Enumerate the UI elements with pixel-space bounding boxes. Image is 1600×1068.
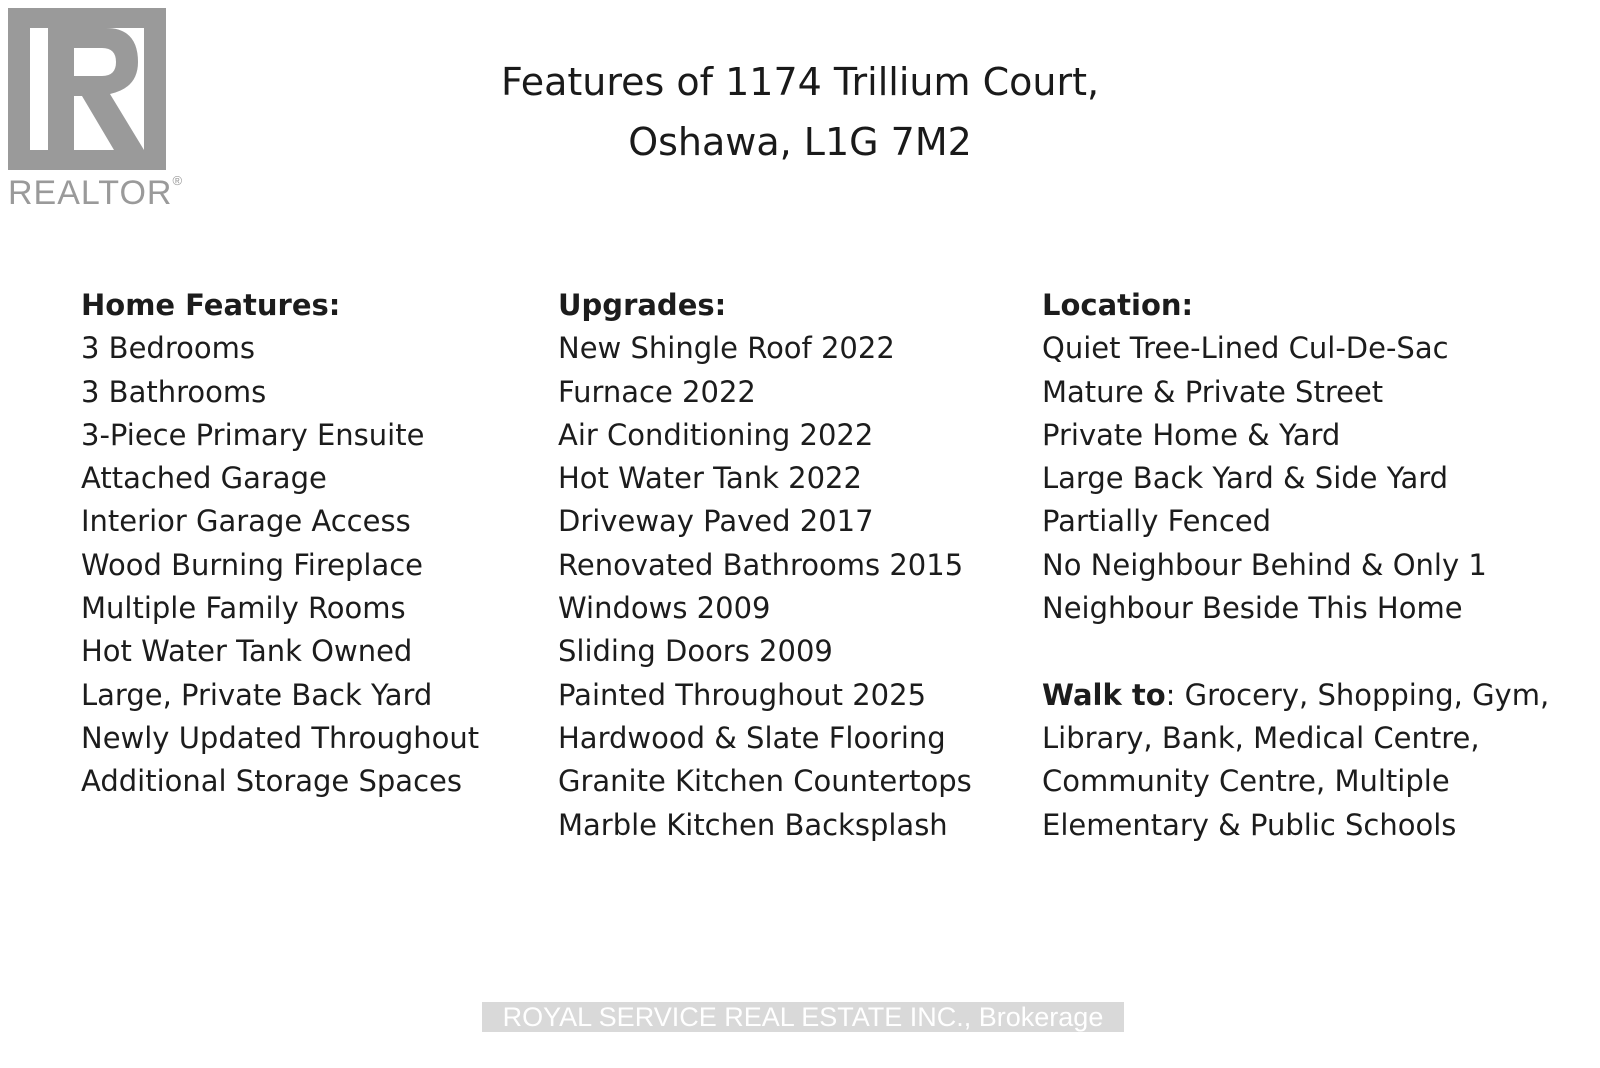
list-item: Large Back Yard & Side Yard	[1042, 461, 1449, 496]
list-item: Windows 2009	[558, 591, 771, 626]
list-item: Driveway Paved 2017	[558, 504, 874, 539]
home-features-column	[81, 284, 479, 804]
walk-to-line: : Grocery, Shopping, Gym,	[1165, 677, 1550, 712]
list-item: No Neighbour Behind & Only 1	[1042, 547, 1487, 582]
title-line-1: Features of 1174 Trillium Court,	[500, 60, 1100, 104]
walk-to-label: Walk to	[1042, 677, 1166, 712]
realtor-wordmark: REALTOR®	[8, 173, 184, 212]
list-item: Renovated Bathrooms 2015	[558, 547, 964, 582]
list-item: Hot Water Tank Owned	[81, 634, 413, 669]
list-item: Mature & Private Street	[1042, 374, 1384, 409]
list-item: Interior Garage Access	[81, 504, 411, 539]
upgrades-heading: Upgrades:	[558, 288, 727, 322]
walk-to-block	[1042, 674, 1549, 847]
walk-to-line: Community Centre, Multiple	[1042, 764, 1450, 799]
list-item: Hardwood & Slate Flooring	[558, 720, 946, 755]
list-item: New Shingle Roof 2022	[558, 331, 895, 366]
list-item: Attached Garage	[81, 461, 327, 496]
list-item: Additional Storage Spaces	[81, 764, 462, 799]
location-heading: Location:	[1042, 288, 1194, 322]
list-item: Granite Kitchen Countertops	[558, 764, 972, 799]
list-item: Wood Burning Fireplace	[81, 547, 423, 582]
page-title	[0, 52, 1600, 172]
walk-to-line: Library, Bank, Medical Centre,	[1042, 720, 1480, 755]
list-item: Hot Water Tank 2022	[558, 461, 862, 496]
list-item: Quiet Tree-Lined Cul-De-Sac	[1042, 331, 1449, 366]
list-item: Air Conditioning 2022	[558, 417, 874, 452]
list-item: Neighbour Beside This Home	[1042, 591, 1463, 626]
list-item: 3 Bathrooms	[81, 374, 267, 409]
home-features-heading: Home Features:	[81, 288, 341, 322]
title-line-2: Oshawa, L1G 7M2	[628, 120, 972, 164]
list-item: Multiple Family Rooms	[81, 591, 406, 626]
list-item: Private Home & Yard	[1042, 417, 1341, 452]
list-item: Marble Kitchen Backsplash	[558, 807, 948, 842]
location-column	[1042, 284, 1549, 847]
list-item: Furnace 2022	[558, 374, 756, 409]
upgrades-column	[558, 284, 972, 847]
brokerage-watermark: ROYAL SERVICE REAL ESTATE INC., Brokerage	[482, 1002, 1124, 1032]
list-item: Partially Fenced	[1042, 504, 1272, 539]
walk-to-line: Elementary & Public Schools	[1042, 807, 1457, 842]
list-item: Sliding Doors 2009	[558, 634, 833, 669]
list-item: 3 Bedrooms	[81, 331, 255, 366]
list-item: Painted Throughout 2025	[558, 677, 927, 712]
list-item: 3-Piece Primary Ensuite	[81, 417, 425, 452]
list-item: Newly Updated Throughout	[81, 720, 480, 755]
list-item: Large, Private Back Yard	[81, 677, 433, 712]
